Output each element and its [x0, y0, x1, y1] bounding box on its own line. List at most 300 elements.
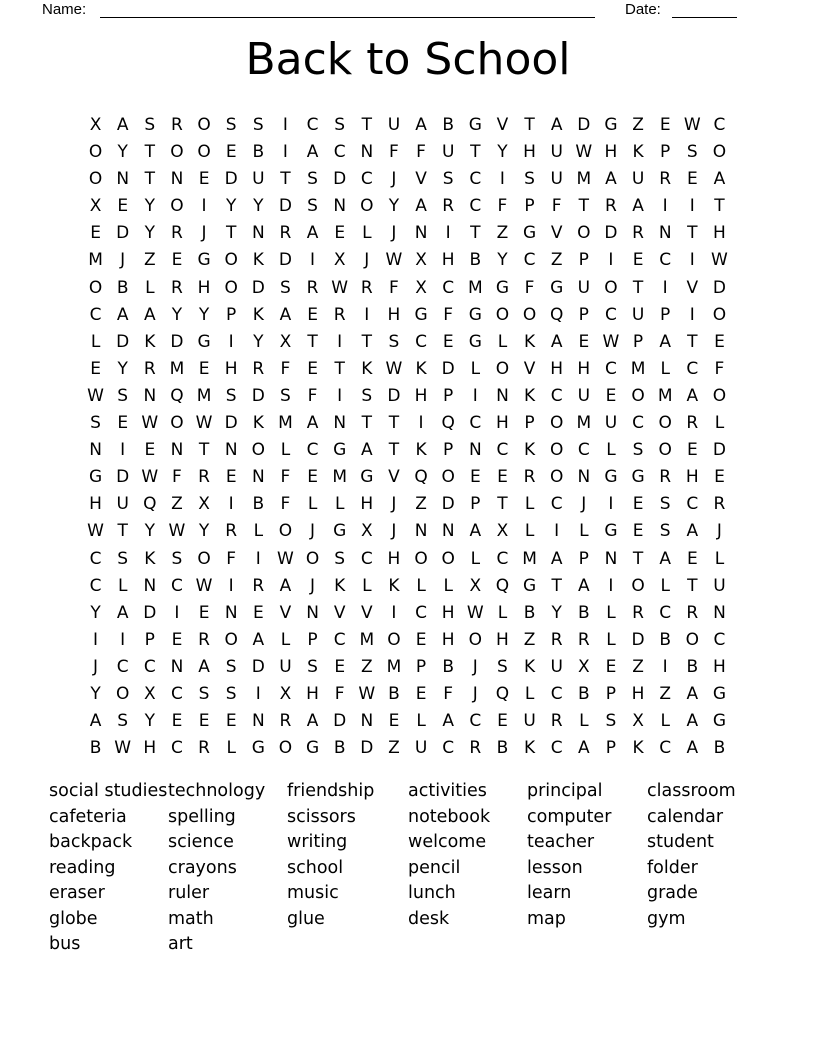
grid-letter: T [687, 331, 698, 352]
grid-letter: E [117, 413, 129, 434]
grid-letter: F [389, 142, 399, 163]
grid-letter: K [361, 358, 373, 379]
grid-letter: C [713, 629, 726, 650]
grid-letter: I [418, 413, 424, 434]
grid-letter: N [170, 656, 184, 677]
grid-letter: S [280, 385, 291, 406]
grid-letter: X [415, 277, 427, 298]
grid-letter: N [713, 602, 726, 623]
grid-letter: Y [90, 602, 101, 623]
grid-letter: O [88, 169, 103, 190]
grid-letter: I [255, 683, 261, 704]
grid-letter: G [522, 575, 537, 596]
grid-letter: C [415, 602, 427, 623]
grid-letter: P [443, 385, 454, 406]
grid-letter: O [115, 683, 130, 704]
grid-letter: R [442, 196, 455, 217]
grid-letter: S [659, 494, 671, 515]
grid-letter: T [144, 142, 155, 163]
grid-letter: X [143, 683, 156, 704]
grid-letter: V [550, 223, 563, 244]
grid-letter: Q [170, 385, 184, 406]
word-list-item: scissors [287, 806, 356, 827]
grid-letter: G [88, 467, 103, 488]
grid-letter: Y [497, 250, 508, 271]
grid-letter: S [307, 656, 318, 677]
grid-letter: N [170, 440, 184, 461]
grid-letter: H [604, 142, 618, 163]
grid-letter: C [659, 250, 672, 271]
grid-letter: U [577, 277, 591, 298]
grid-row [82, 220, 733, 247]
grid-letter: C [469, 196, 482, 217]
grid-letter: Z [415, 494, 427, 515]
word-list-item: gym [647, 908, 686, 929]
grid-letter: A [550, 115, 563, 135]
grid-letter: O [224, 277, 238, 298]
grid-letter: J [364, 250, 370, 271]
grid-letter: T [334, 358, 345, 379]
grid-letter: M [657, 385, 673, 406]
grid-letter: C [659, 602, 672, 623]
grid-letter: I [662, 656, 668, 677]
grid-letter: L [714, 413, 725, 434]
grid-letter: S [117, 711, 129, 732]
grid-letter: D [333, 169, 347, 190]
grid-row [82, 193, 733, 220]
grid-letter: L [497, 331, 508, 352]
grid-letter: P [307, 629, 318, 650]
grid-letter: I [282, 115, 288, 135]
grid-row [82, 112, 733, 139]
grid-letter: H [550, 358, 564, 379]
grid-letter: X [577, 656, 590, 677]
grid-letter: H [496, 413, 509, 434]
grid-letter: E [714, 331, 725, 352]
grid-letter: E [90, 223, 101, 244]
grid-letter: A [686, 521, 699, 542]
grid-letter: K [523, 738, 536, 759]
grid-letter: J [93, 656, 99, 677]
grid-row [82, 546, 733, 573]
grid-letter: I [662, 196, 668, 217]
grid-letter: E [225, 467, 237, 488]
grid-letter: C [659, 738, 672, 759]
grid-letter: D [251, 656, 265, 677]
grid-letter: R [659, 169, 672, 190]
grid-letter: V [415, 169, 427, 190]
grid-letter: H [360, 494, 374, 515]
grid-row [82, 654, 733, 681]
word-list-item: learn [527, 883, 572, 903]
grid-letter: M [467, 277, 483, 298]
grid-letter: G [495, 277, 510, 298]
grid-letter: L [606, 629, 616, 650]
grid-letter: P [605, 683, 617, 704]
grid-letter: L [660, 358, 670, 379]
grid-letter: P [578, 250, 589, 271]
grid-row [82, 383, 733, 410]
grid-letter: C [496, 440, 509, 461]
grid-letter: O [170, 413, 184, 434]
grid-letter: O [577, 223, 591, 244]
grid-letter: N [441, 521, 455, 542]
grid-letter: I [228, 331, 234, 352]
grid-letter: A [116, 115, 129, 135]
word-list-item: computer [527, 806, 612, 827]
grid-letter: I [364, 304, 370, 325]
grid-letter: C [632, 413, 644, 434]
word-list-item: social studies [49, 781, 168, 801]
grid-letter: B [388, 683, 400, 704]
grid-letter: K [632, 738, 644, 759]
grid-letter: A [469, 521, 482, 542]
grid-letter: D [712, 277, 726, 298]
grid-letter: N [170, 169, 184, 190]
grid-letter: C [523, 250, 536, 271]
grid-letter: I [472, 385, 478, 406]
grid-letter: R [252, 575, 265, 596]
date-label: Date: [625, 1, 661, 18]
grid-letter: G [251, 738, 265, 759]
grid-letter: I [689, 250, 695, 271]
grid-letter: J [581, 494, 587, 515]
grid-letter: Y [225, 196, 237, 217]
grid-letter: S [442, 169, 454, 190]
grid-letter: L [117, 575, 128, 596]
grid-letter: G [550, 277, 564, 298]
grid-letter: Q [549, 304, 564, 325]
word-list-item: desk [408, 908, 450, 929]
word-list-item: math [168, 908, 214, 929]
grid-letter: L [280, 440, 291, 461]
grid-letter: G [468, 304, 482, 325]
grid-letter: Y [497, 142, 508, 163]
grid-letter: B [252, 494, 265, 515]
grid-letter: U [387, 115, 401, 135]
grid-letter: N [89, 440, 102, 461]
grid-letter: L [606, 440, 616, 461]
grid-letter: I [608, 494, 614, 515]
grid-row [82, 708, 733, 735]
grid-letter: I [689, 304, 695, 325]
grid-row [82, 518, 733, 545]
grid-letter: C [89, 304, 102, 325]
grid-letter: G [468, 115, 482, 135]
grid-letter: J [120, 250, 126, 271]
grid-letter: R [632, 223, 644, 244]
grid-letter: L [280, 629, 291, 650]
grid-letter: V [496, 115, 509, 135]
grid-letter: A [415, 115, 427, 135]
grid-letter: B [442, 115, 455, 135]
grid-letter: N [468, 440, 482, 461]
grid-letter: A [306, 413, 319, 434]
grid-letter: D [712, 440, 726, 461]
grid-letter: E [225, 711, 237, 732]
grid-letter: A [116, 602, 129, 623]
grid-letter: E [632, 250, 644, 271]
grid-letter: S [225, 656, 237, 677]
grid-letter: Y [551, 602, 562, 623]
grid-letter: S [225, 683, 237, 704]
grid-letter: H [441, 250, 455, 271]
grid-letter: P [605, 738, 617, 759]
grid-letter: H [713, 223, 726, 244]
grid-letter: L [524, 683, 535, 704]
grid-letter: N [414, 521, 428, 542]
header [42, 0, 776, 22]
grid-letter: L [714, 548, 725, 569]
grid-letter: Y [117, 142, 128, 163]
grid-letter: T [198, 440, 210, 461]
grid-letter: H [414, 385, 428, 406]
grid-letter: O [414, 548, 428, 569]
grid-letter: E [171, 629, 183, 650]
grid-letter: M [522, 548, 537, 569]
grid-letter: R [550, 629, 563, 650]
grid-letter: F [280, 494, 291, 515]
grid-letter: P [524, 413, 535, 434]
grid-letter: K [523, 656, 536, 677]
grid-letter: O [170, 196, 184, 217]
grid-letter: A [550, 548, 563, 569]
grid-letter: E [198, 358, 210, 379]
grid-letter: T [361, 413, 372, 434]
grid-letter: T [280, 169, 291, 190]
grid-letter: O [88, 277, 103, 298]
grid-letter: R [632, 602, 644, 623]
grid-letter: R [279, 711, 292, 732]
grid-letter: S [659, 521, 671, 542]
grid-letter: R [171, 277, 183, 298]
grid-letter: I [445, 223, 451, 244]
grid-letter: W [277, 548, 294, 569]
grid-letter: X [89, 196, 102, 217]
grid-letter: A [279, 575, 292, 596]
name-fill-line [100, 0, 595, 18]
grid-letter: I [120, 629, 126, 650]
grid-letter: O [441, 467, 455, 488]
grid-letter: F [172, 467, 182, 488]
grid-letter: E [686, 548, 698, 569]
grid-letter: N [360, 142, 374, 163]
grid-letter: P [226, 304, 237, 325]
grid-letter: O [522, 304, 537, 325]
grid-letter: P [660, 142, 671, 163]
word-list-column [527, 779, 611, 932]
grid-letter: F [551, 196, 562, 217]
grid-letter: L [470, 358, 481, 379]
grid-letter: C [550, 385, 563, 406]
grid-letter: A [198, 656, 210, 677]
word-list-item: reading [49, 857, 116, 878]
grid-letter: E [334, 223, 346, 244]
grid-letter: O [224, 250, 238, 271]
grid-letter: R [605, 196, 617, 217]
grid-letter: E [415, 683, 427, 704]
grid-letter: N [360, 711, 374, 732]
grid-letter: V [360, 602, 373, 623]
grid-letter: K [252, 304, 264, 325]
grid-letter: C [550, 738, 563, 759]
grid-letter: T [144, 169, 155, 190]
grid-letter: E [632, 521, 644, 542]
grid-letter: R [686, 602, 699, 623]
grid-letter: M [278, 413, 293, 434]
grid-letter: R [333, 304, 346, 325]
grid-letter: A [605, 169, 617, 190]
grid-letter: H [685, 467, 699, 488]
grid-letter: B [89, 738, 102, 759]
word-list-item: eraser [49, 883, 105, 903]
grid-letter: R [143, 358, 156, 379]
grid-letter: S [144, 115, 156, 135]
grid-letter: I [93, 629, 99, 650]
grid-letter: O [251, 440, 265, 461]
grid-letter: S [307, 196, 318, 217]
grid-letter: E [252, 602, 264, 623]
grid-letter: O [712, 142, 727, 163]
grid-letter: T [307, 331, 318, 352]
grid-letter: E [578, 331, 590, 352]
grid-letter: X [89, 115, 102, 135]
grid-letter: D [251, 385, 265, 406]
grid-letter: U [252, 169, 265, 190]
grid-letter: O [712, 304, 727, 325]
grid-letter: G [414, 304, 428, 325]
word-list-item: classroom [647, 781, 736, 801]
grid-letter: O [197, 548, 211, 569]
grid-letter: L [579, 521, 589, 542]
grid-letter: X [469, 575, 482, 596]
grid-letter: W [575, 142, 593, 163]
grid-letter: F [443, 683, 454, 704]
grid-letter: N [251, 711, 265, 732]
grid-letter: Q [441, 413, 455, 434]
word-list-item: principal [527, 781, 603, 801]
grid-letter: D [333, 711, 347, 732]
grid-letter: R [279, 223, 292, 244]
grid-letter: S [171, 548, 183, 569]
grid-letter: T [578, 196, 589, 217]
grid-letter: W [466, 602, 484, 623]
grid-letter: C [713, 115, 726, 135]
grid-letter: A [252, 629, 265, 650]
grid-letter: N [333, 413, 347, 434]
grid-letter: D [278, 196, 292, 217]
grid-letter: S [632, 440, 644, 461]
grid-letter: J [472, 683, 478, 704]
grid-letter: J [201, 223, 207, 244]
grid-letter: D [441, 358, 455, 379]
grid-letter: Y [144, 521, 155, 542]
grid-letter: R [252, 358, 265, 379]
grid-letter: S [225, 385, 237, 406]
grid-letter: F [389, 277, 399, 298]
grid-letter: C [577, 440, 590, 461]
grid-letter: C [496, 548, 509, 569]
grid-letter: W [385, 358, 403, 379]
word-list-item: notebook [408, 806, 491, 827]
grid-letter: A [632, 196, 644, 217]
grid-letter: S [90, 413, 101, 434]
grid-letter: B [252, 142, 265, 163]
grid-letter: S [225, 115, 237, 135]
grid-letter: S [117, 385, 129, 406]
grid-letter: B [713, 738, 726, 759]
grid-letter: N [658, 223, 672, 244]
grid-letter: U [631, 304, 645, 325]
grid-letter: D [143, 602, 157, 623]
grid-letter: O [631, 385, 645, 406]
grid-letter: E [659, 115, 671, 135]
grid-letter: L [362, 575, 372, 596]
grid-letter: N [306, 602, 319, 623]
grid-letter: D [116, 467, 130, 488]
grid-letter: T [388, 440, 400, 461]
grid-letter: G [468, 331, 482, 352]
grid-letter: I [201, 196, 207, 217]
grid-letter: T [632, 277, 644, 298]
grid-letter: Y [253, 331, 264, 352]
grid-letter: L [145, 277, 155, 298]
grid-letter: E [307, 358, 318, 379]
word-list-item: crayons [168, 857, 237, 878]
grid-letter: H [89, 494, 102, 515]
grid-letter: C [415, 331, 427, 352]
word-list-item: lunch [408, 883, 456, 903]
grid-letter: H [441, 629, 455, 650]
grid-row [82, 437, 733, 464]
grid-letter: T [361, 115, 372, 135]
grid-letter: U [550, 656, 563, 677]
grid-letter: X [415, 250, 427, 271]
grid-letter: C [171, 575, 183, 596]
grid-letter: N [333, 196, 347, 217]
word-list-item: grade [647, 883, 698, 903]
grid-letter: C [550, 683, 563, 704]
grid-letter: W [195, 413, 213, 434]
grid-letter: E [198, 602, 210, 623]
grid-letter: W [683, 115, 701, 135]
grid-letter: G [197, 331, 211, 352]
grid-letter: A [686, 385, 699, 406]
grid-letter: O [495, 358, 510, 379]
grid-letter: H [631, 683, 645, 704]
grid-letter: F [497, 196, 508, 217]
grid-letter: G [522, 223, 537, 244]
grid-letter: D [224, 169, 238, 190]
grid-letter: F [307, 385, 318, 406]
grid-letter: G [333, 440, 347, 461]
grid-letter: C [550, 494, 563, 515]
grid-letter: F [226, 548, 237, 569]
grid-letter: K [523, 440, 536, 461]
grid-letter: Y [144, 196, 155, 217]
grid-letter: F [280, 358, 291, 379]
grid-letter: C [306, 115, 319, 135]
grid-letter: Z [388, 738, 400, 759]
grid-letter: Y [198, 521, 210, 542]
grid-letter: E [605, 656, 617, 677]
grid-letter: R [659, 467, 672, 488]
grid-letter: F [280, 467, 291, 488]
word-list-item: pencil [408, 857, 461, 878]
grid-letter: D [116, 223, 130, 244]
grid-letter: C [442, 738, 455, 759]
grid-letter: O [658, 440, 672, 461]
